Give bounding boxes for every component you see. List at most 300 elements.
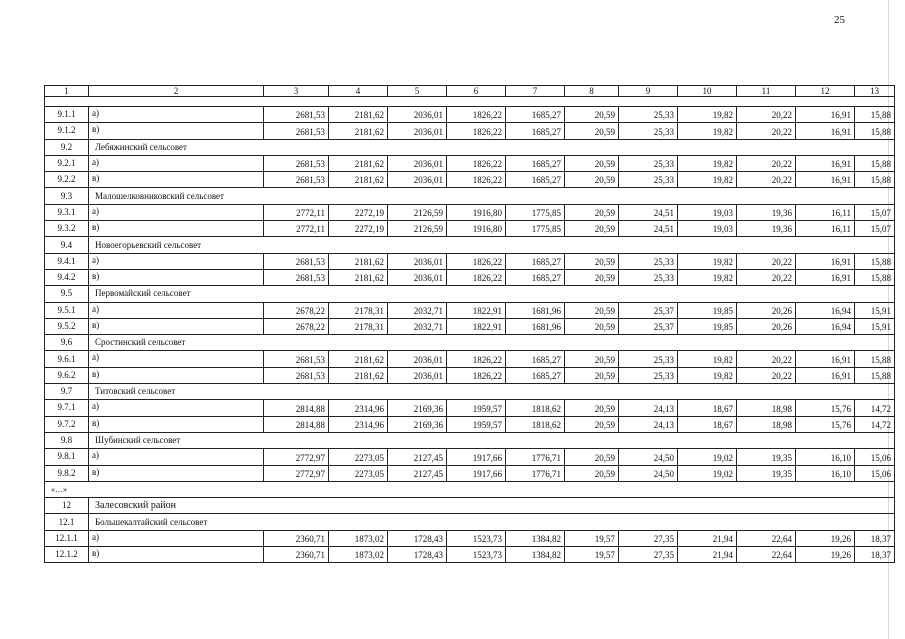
value-cell: 20,22 — [737, 351, 796, 367]
value-cell: 19,03 — [678, 221, 737, 237]
value-cell: 20,26 — [737, 318, 796, 334]
value-cell: 2178,31 — [329, 302, 388, 318]
row-label-cell: в) — [89, 416, 264, 432]
value-cell: 27,35 — [619, 530, 678, 546]
value-cell: 1685,27 — [506, 172, 565, 188]
value-cell: 1685,27 — [506, 253, 565, 269]
value-cell: 15,07 — [855, 204, 895, 220]
value-cell: 1681,96 — [506, 318, 565, 334]
section-title-cell: Шубинский сельсовет — [89, 432, 895, 448]
value-cell: 16,91 — [796, 367, 855, 383]
value-cell: 1826,22 — [447, 269, 506, 285]
table-row — [45, 367, 895, 383]
value-cell: 2178,31 — [329, 318, 388, 334]
section-code-cell: 12.1 — [45, 514, 89, 530]
value-cell: 14,72 — [855, 400, 895, 416]
value-cell: 2036,01 — [388, 172, 447, 188]
value-cell: 2681,53 — [264, 123, 329, 139]
tariff-table — [44, 85, 895, 563]
value-cell: 24,51 — [619, 221, 678, 237]
row-label-cell: в) — [89, 318, 264, 334]
value-cell: 25,33 — [619, 123, 678, 139]
section-title-cell: Лебяжинский сельсовет — [89, 139, 895, 155]
value-cell: 19,82 — [678, 155, 737, 171]
section-title-cell: Сростинский сельсовет — [89, 335, 895, 351]
section-title-cell: Малошелковниковский сельсовет — [89, 188, 895, 204]
section-code-cell: 9.7 — [45, 384, 89, 400]
value-cell: 2036,01 — [388, 155, 447, 171]
value-cell: 25,33 — [619, 269, 678, 285]
value-cell: 19,35 — [737, 449, 796, 465]
table-row — [45, 465, 895, 481]
value-cell: 2681,53 — [264, 107, 329, 123]
column-number-cell: 3 — [264, 86, 329, 97]
value-cell: 1685,27 — [506, 107, 565, 123]
table-row — [45, 107, 895, 123]
row-code-cell: 9.1.1 — [45, 107, 89, 123]
value-cell: 20,22 — [737, 107, 796, 123]
row-code-cell: 9.4.2 — [45, 269, 89, 285]
value-cell: 20,22 — [737, 123, 796, 139]
value-cell: 20,59 — [565, 465, 619, 481]
value-cell: 1681,96 — [506, 302, 565, 318]
table-row — [45, 416, 895, 432]
value-cell: 1728,43 — [388, 547, 447, 563]
value-cell: 1685,27 — [506, 351, 565, 367]
row-code-cell: 9.8.1 — [45, 449, 89, 465]
value-cell: 1523,73 — [447, 530, 506, 546]
section-header-row — [45, 188, 895, 204]
value-cell: 15,91 — [855, 318, 895, 334]
value-cell: 19,36 — [737, 221, 796, 237]
value-cell: 20,59 — [565, 351, 619, 367]
value-cell: 20,59 — [565, 302, 619, 318]
value-cell: 20,26 — [737, 302, 796, 318]
value-cell: 19,82 — [678, 123, 737, 139]
table-row — [45, 155, 895, 171]
value-cell: 20,22 — [737, 367, 796, 383]
value-cell: 24,50 — [619, 465, 678, 481]
section-code-cell: 9.8 — [45, 432, 89, 448]
value-cell: 20,59 — [565, 204, 619, 220]
table-row — [45, 204, 895, 220]
value-cell: 20,59 — [565, 123, 619, 139]
value-cell: 2681,53 — [264, 253, 329, 269]
value-cell: 2681,53 — [264, 367, 329, 383]
value-cell: 20,59 — [565, 400, 619, 416]
value-cell: 16,91 — [796, 253, 855, 269]
value-cell: 25,33 — [619, 172, 678, 188]
value-cell: 1917,66 — [447, 465, 506, 481]
value-cell: 1818,62 — [506, 400, 565, 416]
table-row — [45, 547, 895, 563]
table-row — [45, 449, 895, 465]
value-cell: 2681,53 — [264, 172, 329, 188]
value-cell: 16,94 — [796, 318, 855, 334]
value-cell: 2678,22 — [264, 302, 329, 318]
row-label-cell: а) — [89, 302, 264, 318]
value-cell: 1775,85 — [506, 221, 565, 237]
value-cell: 1959,57 — [447, 416, 506, 432]
column-number-cell: 1 — [45, 86, 89, 97]
row-label-cell: а) — [89, 530, 264, 546]
table-row — [45, 269, 895, 285]
value-cell: 16,11 — [796, 204, 855, 220]
section-header-row — [45, 384, 895, 400]
table-row — [45, 400, 895, 416]
section-header-row — [45, 432, 895, 448]
row-code-cell: 9.8.2 — [45, 465, 89, 481]
value-cell: 21,94 — [678, 530, 737, 546]
value-cell: 1822,91 — [447, 302, 506, 318]
column-number-cell: 5 — [388, 86, 447, 97]
value-cell: 1728,43 — [388, 530, 447, 546]
value-cell: 15,06 — [855, 449, 895, 465]
value-cell: 19,02 — [678, 449, 737, 465]
value-cell: 2181,62 — [329, 367, 388, 383]
row-label-cell: а) — [89, 107, 264, 123]
value-cell: 1916,80 — [447, 221, 506, 237]
row-code-cell: 9.3.1 — [45, 204, 89, 220]
row-code-cell: 9.7.1 — [45, 400, 89, 416]
value-cell: 1826,22 — [447, 253, 506, 269]
value-cell: 24,51 — [619, 204, 678, 220]
value-cell: 1384,82 — [506, 547, 565, 563]
value-cell: 16,91 — [796, 155, 855, 171]
value-cell: 15,88 — [855, 253, 895, 269]
row-label-cell: в) — [89, 465, 264, 481]
table-row — [45, 302, 895, 318]
page-number: 25 — [834, 14, 845, 26]
value-cell: 2181,62 — [329, 123, 388, 139]
value-cell: 15,88 — [855, 155, 895, 171]
value-cell: 2169,36 — [388, 400, 447, 416]
value-cell: 16,11 — [796, 221, 855, 237]
column-number-cell: 8 — [565, 86, 619, 97]
value-cell: 2772,97 — [264, 465, 329, 481]
value-cell: 20,22 — [737, 172, 796, 188]
value-cell: 2036,01 — [388, 107, 447, 123]
value-cell: 2126,59 — [388, 221, 447, 237]
row-label-cell: а) — [89, 253, 264, 269]
value-cell: 15,88 — [855, 172, 895, 188]
section-header-row — [45, 335, 895, 351]
value-cell: 1523,73 — [447, 547, 506, 563]
value-cell: 20,59 — [565, 221, 619, 237]
row-code-cell: 9.6.1 — [45, 351, 89, 367]
value-cell: 15,06 — [855, 465, 895, 481]
value-cell: 2181,62 — [329, 351, 388, 367]
value-cell: 16,94 — [796, 302, 855, 318]
value-cell: 25,33 — [619, 155, 678, 171]
value-cell: 20,59 — [565, 318, 619, 334]
value-cell: 1826,22 — [447, 123, 506, 139]
value-cell: 19,26 — [796, 530, 855, 546]
table-row — [45, 253, 895, 269]
value-cell: 2032,71 — [388, 318, 447, 334]
value-cell: 21,94 — [678, 547, 737, 563]
value-cell: 19,82 — [678, 253, 737, 269]
row-code-cell: 9.6.2 — [45, 367, 89, 383]
value-cell: 19,85 — [678, 318, 737, 334]
section-title-cell: Первомайский сельсовет — [89, 286, 895, 302]
spacer-row — [45, 97, 895, 107]
value-cell: 16,91 — [796, 123, 855, 139]
value-cell: 2036,01 — [388, 351, 447, 367]
value-cell: 19,82 — [678, 351, 737, 367]
value-cell: 2169,36 — [388, 416, 447, 432]
value-cell: 2127,45 — [388, 449, 447, 465]
value-cell: 2273,05 — [329, 465, 388, 481]
value-cell: 25,33 — [619, 351, 678, 367]
row-label-cell: в) — [89, 547, 264, 563]
table-row — [45, 123, 895, 139]
value-cell: 22,64 — [737, 530, 796, 546]
value-cell: 16,91 — [796, 172, 855, 188]
value-cell: 1826,22 — [447, 172, 506, 188]
row-code-cell: 9.3.2 — [45, 221, 89, 237]
value-cell: 1685,27 — [506, 269, 565, 285]
section-header-row — [45, 139, 895, 155]
value-cell: 2314,96 — [329, 400, 388, 416]
value-cell: 1826,22 — [447, 351, 506, 367]
section-title-cell: Залесовский район — [89, 498, 895, 514]
value-cell: 25,37 — [619, 318, 678, 334]
value-cell: 2772,11 — [264, 204, 329, 220]
value-cell: 2273,05 — [329, 449, 388, 465]
value-cell: 15,76 — [796, 416, 855, 432]
value-cell: 16,10 — [796, 465, 855, 481]
value-cell: 19,82 — [678, 107, 737, 123]
row-code-cell: 9.7.2 — [45, 416, 89, 432]
table-row — [45, 351, 895, 367]
value-cell: 15,88 — [855, 123, 895, 139]
section-title-cell: Титовский сельсовет — [89, 384, 895, 400]
value-cell: 1384,82 — [506, 530, 565, 546]
value-cell: 2314,96 — [329, 416, 388, 432]
section-title-cell: Большекалтайский сельсовет — [89, 514, 895, 530]
value-cell: 15,88 — [855, 367, 895, 383]
value-cell: 2036,01 — [388, 269, 447, 285]
value-cell: 19,82 — [678, 269, 737, 285]
value-cell: 1826,22 — [447, 155, 506, 171]
value-cell: 2272,19 — [329, 221, 388, 237]
row-label-cell: а) — [89, 351, 264, 367]
row-code-cell: 12.1.2 — [45, 547, 89, 563]
value-cell: 15,07 — [855, 221, 895, 237]
value-cell: 2036,01 — [388, 123, 447, 139]
value-cell: 2772,97 — [264, 449, 329, 465]
value-cell: 2036,01 — [388, 367, 447, 383]
row-code-cell: 9.2.2 — [45, 172, 89, 188]
value-cell: 2681,53 — [264, 351, 329, 367]
value-cell: 1776,71 — [506, 465, 565, 481]
row-label-cell: в) — [89, 221, 264, 237]
column-number-cell: 4 — [329, 86, 388, 97]
value-cell: 18,98 — [737, 416, 796, 432]
column-number-cell: 7 — [506, 86, 565, 97]
column-number-cell: 12 — [796, 86, 855, 97]
value-cell: 18,67 — [678, 400, 737, 416]
value-cell: 20,59 — [565, 367, 619, 383]
value-cell: 19,03 — [678, 204, 737, 220]
value-cell: 1826,22 — [447, 367, 506, 383]
value-cell: 25,33 — [619, 367, 678, 383]
value-cell: 2181,62 — [329, 269, 388, 285]
column-number-cell: 13 — [855, 86, 895, 97]
value-cell: 20,59 — [565, 253, 619, 269]
value-cell: 16,10 — [796, 449, 855, 465]
value-cell: 22,64 — [737, 547, 796, 563]
column-number-cell: 10 — [678, 86, 737, 97]
section-header-row — [45, 286, 895, 302]
value-cell: 14,72 — [855, 416, 895, 432]
section-title-cell: Новоегорьевский сельсовет — [89, 237, 895, 253]
value-cell: 15,76 — [796, 400, 855, 416]
row-label-cell: а) — [89, 449, 264, 465]
value-cell: 1873,02 — [329, 530, 388, 546]
value-cell: 18,98 — [737, 400, 796, 416]
value-cell: 1685,27 — [506, 367, 565, 383]
row-label-cell: в) — [89, 172, 264, 188]
value-cell: 24,50 — [619, 449, 678, 465]
row-code-cell: 9.4.1 — [45, 253, 89, 269]
value-cell: 19,35 — [737, 465, 796, 481]
value-cell: 2360,71 — [264, 547, 329, 563]
value-cell: 19,85 — [678, 302, 737, 318]
row-label-cell: а) — [89, 155, 264, 171]
value-cell: 2126,59 — [388, 204, 447, 220]
value-cell: 2681,53 — [264, 155, 329, 171]
value-cell: 24,13 — [619, 400, 678, 416]
row-code-cell: 9.1.2 — [45, 123, 89, 139]
value-cell: 2814,88 — [264, 400, 329, 416]
value-cell: 19,57 — [565, 530, 619, 546]
section-code-cell: 12 — [45, 498, 89, 514]
row-code-cell: 12.1.1 — [45, 530, 89, 546]
table-body — [45, 86, 895, 563]
value-cell: 2772,11 — [264, 221, 329, 237]
value-cell: 2678,22 — [264, 318, 329, 334]
value-cell: 20,59 — [565, 416, 619, 432]
value-cell: 27,35 — [619, 547, 678, 563]
column-number-cell: 6 — [447, 86, 506, 97]
ellipsis-cell: «…» — [45, 481, 895, 497]
value-cell: 16,91 — [796, 351, 855, 367]
value-cell: 15,88 — [855, 107, 895, 123]
value-cell: 15,88 — [855, 269, 895, 285]
value-cell: 1822,91 — [447, 318, 506, 334]
row-label-cell: а) — [89, 400, 264, 416]
value-cell: 2272,19 — [329, 204, 388, 220]
value-cell: 20,59 — [565, 449, 619, 465]
value-cell: 2181,62 — [329, 155, 388, 171]
value-cell: 19,57 — [565, 547, 619, 563]
value-cell: 1818,62 — [506, 416, 565, 432]
value-cell: 15,91 — [855, 302, 895, 318]
value-cell: 25,37 — [619, 302, 678, 318]
value-cell: 20,59 — [565, 172, 619, 188]
spacer-cell — [45, 97, 895, 107]
value-cell: 2681,53 — [264, 269, 329, 285]
row-code-cell: 9.5.1 — [45, 302, 89, 318]
section-code-cell: 9.3 — [45, 188, 89, 204]
row-code-cell: 9.5.2 — [45, 318, 89, 334]
table-row — [45, 318, 895, 334]
value-cell: 20,59 — [565, 107, 619, 123]
row-label-cell: в) — [89, 367, 264, 383]
value-cell: 1685,27 — [506, 123, 565, 139]
table-header-row — [45, 86, 895, 97]
value-cell: 2127,45 — [388, 465, 447, 481]
value-cell: 19,26 — [796, 547, 855, 563]
value-cell: 20,59 — [565, 269, 619, 285]
section-code-cell: 9.6 — [45, 335, 89, 351]
value-cell: 19,36 — [737, 204, 796, 220]
value-cell: 1776,71 — [506, 449, 565, 465]
value-cell: 1916,80 — [447, 204, 506, 220]
section-code-cell: 9.4 — [45, 237, 89, 253]
value-cell: 20,22 — [737, 155, 796, 171]
row-label-cell: а) — [89, 204, 264, 220]
row-label-cell: в) — [89, 269, 264, 285]
column-number-cell: 9 — [619, 86, 678, 97]
ellipsis-row — [45, 481, 895, 497]
value-cell: 18,37 — [855, 530, 895, 546]
value-cell: 1959,57 — [447, 400, 506, 416]
row-label-cell: в) — [89, 123, 264, 139]
table-row — [45, 172, 895, 188]
value-cell: 24,13 — [619, 416, 678, 432]
value-cell: 25,33 — [619, 253, 678, 269]
region-header-row — [45, 498, 895, 514]
section-code-cell: 9.2 — [45, 139, 89, 155]
value-cell: 19,82 — [678, 367, 737, 383]
value-cell: 20,22 — [737, 269, 796, 285]
value-cell: 18,67 — [678, 416, 737, 432]
value-cell: 2181,62 — [329, 107, 388, 123]
table-row — [45, 530, 895, 546]
value-cell: 2814,88 — [264, 416, 329, 432]
value-cell: 2032,71 — [388, 302, 447, 318]
column-number-cell: 2 — [89, 86, 264, 97]
value-cell: 20,22 — [737, 253, 796, 269]
value-cell: 2360,71 — [264, 530, 329, 546]
value-cell: 1775,85 — [506, 204, 565, 220]
value-cell: 1873,02 — [329, 547, 388, 563]
value-cell: 16,91 — [796, 107, 855, 123]
value-cell: 18,37 — [855, 547, 895, 563]
value-cell: 19,82 — [678, 172, 737, 188]
section-header-row — [45, 237, 895, 253]
value-cell: 1685,27 — [506, 155, 565, 171]
value-cell: 19,02 — [678, 465, 737, 481]
value-cell: 2181,62 — [329, 253, 388, 269]
value-cell: 1826,22 — [447, 107, 506, 123]
section-code-cell: 9.5 — [45, 286, 89, 302]
value-cell: 20,59 — [565, 155, 619, 171]
value-cell: 15,88 — [855, 351, 895, 367]
value-cell: 16,91 — [796, 269, 855, 285]
value-cell: 2181,62 — [329, 172, 388, 188]
row-code-cell: 9.2.1 — [45, 155, 89, 171]
value-cell: 1917,66 — [447, 449, 506, 465]
section-header-row — [45, 514, 895, 530]
value-cell: 2036,01 — [388, 253, 447, 269]
value-cell: 25,33 — [619, 107, 678, 123]
table-row — [45, 221, 895, 237]
column-number-cell: 11 — [737, 86, 796, 97]
